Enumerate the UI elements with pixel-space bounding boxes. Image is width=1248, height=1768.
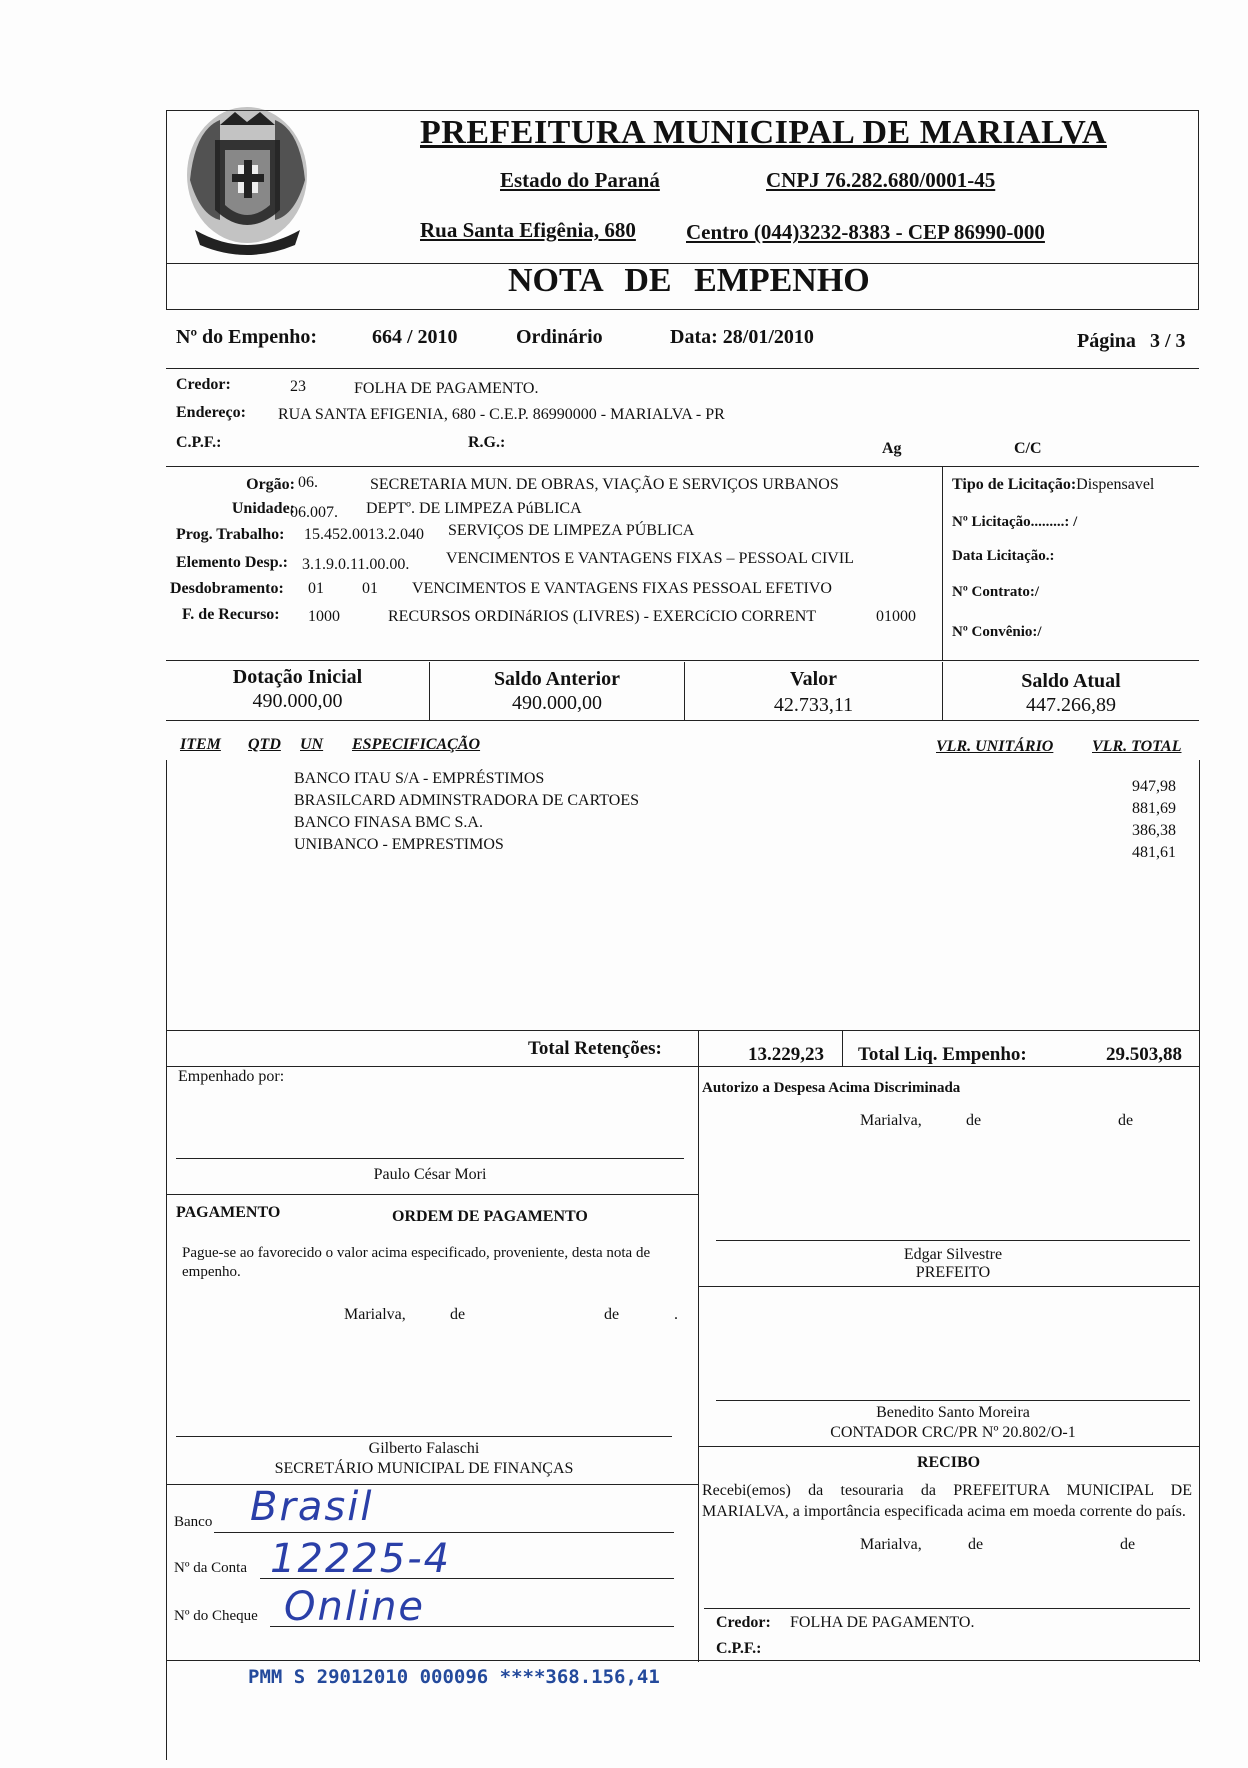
cc-label: C/C [1014, 440, 1042, 457]
address-label: Endereço: [176, 404, 246, 421]
credor-address: RUA SANTA EFIGENIA, 680 - C.E.P. 86990000 - MARIALVA - PR [278, 406, 725, 423]
contador-role: CONTADOR CRC/PR Nº 20.802/O-1 [830, 1424, 1076, 1441]
right-marialva: Marialva, [860, 1112, 922, 1129]
unidade-label: Unidade: [231, 500, 295, 517]
rec-extra: 01000 [876, 608, 916, 625]
signer-1: Paulo César Mori [373, 1166, 487, 1183]
cnpj-label: CNPJ 76.282.680/0001-45 [766, 168, 996, 192]
pagamento-label: PAGAMENTO [176, 1204, 281, 1221]
desd-code1: 01 [308, 580, 324, 597]
right-de-1: de [966, 1112, 982, 1129]
rec-label: F. de Recurso: [182, 606, 280, 623]
desd-desc: VENCIMENTOS E VANTAGENS FIXAS PESSOAL EFETIVO [412, 580, 832, 597]
state-label: Estado do Paraná [500, 168, 660, 192]
prefeito-name: Edgar Silvestre [903, 1246, 1003, 1263]
item-total: 881,69 [1132, 800, 1176, 817]
totals-top [166, 1030, 1199, 1031]
saldo-anterior-value: 490.000,00 [512, 692, 602, 714]
left-de-1: de [450, 1306, 466, 1323]
licitacao-date: Data Licitação.: [952, 548, 1055, 564]
empenho-number: 664 / 2010 [372, 326, 458, 348]
rg-label: R.G.: [468, 434, 506, 451]
banco-label: Banco [174, 1514, 213, 1530]
dotacao-label: Dotação Inicial [232, 666, 363, 688]
page-value: 3 / 3 [1150, 330, 1186, 352]
sign-line-3 [716, 1240, 1190, 1241]
cpf-label: C.P.F.: [176, 434, 222, 451]
bank-top [166, 1484, 698, 1485]
machine-stamp: PMM S 29012010 000096 ****368.156,41 [248, 1666, 660, 1688]
saldo-atual-label: Saldo Atual [1021, 670, 1121, 692]
right-de-4: de [1120, 1536, 1136, 1553]
item-desc: BANCO ITAU S/A - EMPRÉSTIMOS [294, 770, 545, 787]
orgao-label: Orgão: [246, 476, 295, 493]
unidade-code: 06.007. [290, 504, 338, 521]
item-desc: UNIBANCO - EMPRESTIMOS [294, 836, 504, 853]
licitacao-type [952, 476, 1154, 494]
contrato-number: Nº Contrato:/ [952, 584, 1040, 600]
unidade-desc: DEPTº. DE LIMPEZA PúBLICA [366, 500, 582, 517]
empenhado-por: Empenhado por: [178, 1068, 285, 1085]
right-marialva-2: Marialva, [860, 1536, 922, 1553]
desd-code2: 01 [362, 580, 378, 597]
rec-code: 1000 [308, 608, 340, 625]
cheque-handwriting: Online [284, 1584, 426, 1630]
pagamento-top [166, 1194, 698, 1195]
items-left-border [166, 760, 167, 1760]
conta-label: Nº da Conta [174, 1560, 247, 1576]
licitacao-number: Nº Licitação.........: / [952, 514, 1078, 530]
left-dot: . [674, 1306, 678, 1323]
col-un: UN [300, 736, 324, 753]
prefeito-role: PREFEITO [915, 1264, 991, 1281]
contador-top [698, 1286, 1199, 1287]
contador-name: Benedito Santo Moreira [876, 1404, 1030, 1421]
item-desc: BANCO FINASA BMC S.A. [294, 814, 483, 831]
right-de-3: de [968, 1536, 984, 1553]
elem-desc: VENCIMENTOS E VANTAGENS FIXAS – PESSOAL CIVIL [446, 550, 854, 567]
sign-line-4 [716, 1400, 1190, 1401]
item-total: 386,38 [1132, 822, 1176, 839]
recibo-cpf-label: C.P.F.: [716, 1640, 762, 1657]
item-total: 481,61 [1132, 844, 1176, 861]
item-desc: BRASILCARD ADMINSTRADORA DE CARTOES [294, 792, 640, 809]
recibo-top [698, 1446, 1199, 1447]
col-qtd: QTD [248, 736, 281, 753]
credor-code: 23 [290, 378, 306, 395]
saldo-anterior-label: Saldo Anterior [493, 668, 621, 690]
page-label: Página [1077, 330, 1136, 352]
signer-2-name: Gilberto Falaschi [368, 1440, 480, 1457]
saldo-atual-value: 447.266,89 [1026, 694, 1116, 716]
recibo-credor-value: FOLHA DE PAGAMENTO. [790, 1614, 975, 1631]
item-total: 947,98 [1132, 778, 1176, 795]
empenho-date: Data: 28/01/2010 [670, 326, 814, 348]
class-vdivider [942, 466, 943, 660]
elem-label: Elemento Desp.: [176, 554, 288, 571]
coat-of-arms-icon [180, 100, 315, 260]
valor-label: Valor [789, 668, 838, 690]
liq-value: 29.503,88 [1106, 1044, 1182, 1065]
banco-handwriting: Brasil [250, 1484, 374, 1530]
pague-se-text: Pague-se ao favorecido o valor acima especificado, proveniente, desta nota de empenho. [182, 1245, 651, 1280]
page-title: PREFEITURA MUNICIPAL DE MARIALVA [420, 114, 1107, 151]
col-espec: ESPECIFICAÇÃO [352, 736, 481, 753]
cheque-label: Nº do Cheque [174, 1608, 258, 1624]
totals-div-1 [698, 1030, 699, 1066]
elem-code: 3.1.9.0.11.00.00. [302, 556, 410, 573]
recibo-text: Recebi(emos) da tesouraria da PREFEITURA MUNICIPAL DE MARIALVA, a importância especificada acima em moeda corrente do país. [702, 1482, 1192, 1520]
col-vlr-unit: VLR. UNITÁRIO [936, 738, 1054, 755]
items-right-border [1199, 760, 1200, 1100]
prog-label: Prog. Trabalho: [176, 526, 285, 543]
convenio-number: Nº Convênio:/ [952, 624, 1042, 640]
ordem-label: ORDEM DE PAGAMENTO [392, 1208, 588, 1225]
dotacao-value: 490.000,00 [252, 690, 343, 712]
valor-value: 42.733,11 [773, 694, 854, 716]
orgao-desc: SECRETARIA MUN. DE OBRAS, VIAÇÃO E SERVIÇOS URBANOS [370, 476, 839, 493]
desd-label: Desdobramento: [170, 580, 284, 597]
lower-mid-divider [698, 1066, 699, 1662]
retencoes-value: 13.229,23 [748, 1044, 824, 1065]
recibo-credor-label: Credor: [716, 1614, 771, 1631]
totals-bottom [166, 1066, 1199, 1067]
document-title: NOTA DE EMPENHO [508, 262, 870, 299]
licitacao-type-label: Tipo de Licitação: [952, 476, 1077, 493]
prog-desc: SERVIÇOS DE LIMPEZA PÚBLICA [448, 522, 695, 539]
orgao-code: 06. [298, 474, 318, 491]
bottom-border [166, 1660, 1199, 1661]
balances-bottom [166, 720, 1199, 721]
lower-right-border [1199, 1066, 1200, 1662]
ag-label: Ag [882, 440, 902, 457]
left-marialva: Marialva, [344, 1306, 406, 1323]
liq-label: Total Liq. Empenho: [858, 1044, 1027, 1065]
sign-line-1 [176, 1158, 684, 1159]
rec-desc: RECURSOS ORDINáRIOS (LIVRES) - EXERCíCIO CORRENT [388, 608, 817, 625]
totals-div-2 [842, 1030, 843, 1066]
empenho-label: Nº do Empenho: [176, 326, 318, 348]
address-rest: Centro (044)3232-8383 - CEP 86990-000 [686, 220, 1045, 244]
address-street: Rua Santa Efigênia, 680 [420, 218, 636, 242]
credor-name: FOLHA DE PAGAMENTO. [354, 380, 539, 397]
right-de-2: de [1118, 1112, 1134, 1129]
credor-label: Credor: [176, 376, 231, 393]
prog-code: 15.452.0013.2.040 [304, 526, 424, 543]
retencoes-label: Total Retenções: [528, 1038, 662, 1059]
credor-divider [166, 466, 1199, 467]
list-item-totals [1080, 776, 1176, 864]
signer-2-role: SECRETÁRIO MUNICIPAL DE FINANÇAS [274, 1460, 574, 1477]
empenho-type: Ordinário [516, 326, 603, 348]
autorizo-label: Autorizo a Despesa Acima Discriminada [702, 1080, 961, 1096]
balances-top [166, 660, 1199, 661]
left-de-2: de [604, 1306, 620, 1323]
conta-handwriting: 12225-4 [270, 1536, 452, 1582]
sign-line-5 [704, 1608, 1190, 1609]
banco-line [214, 1532, 674, 1533]
sign-line-2 [176, 1436, 672, 1437]
recibo-label: RECIBO [916, 1454, 981, 1471]
col-item: ITEM [180, 736, 221, 753]
licitacao-type-value: Dispensavel [1076, 476, 1155, 493]
list-item [294, 768, 639, 856]
meta-divider [166, 368, 1199, 369]
col-vlr-total: VLR. TOTAL [1092, 738, 1182, 755]
